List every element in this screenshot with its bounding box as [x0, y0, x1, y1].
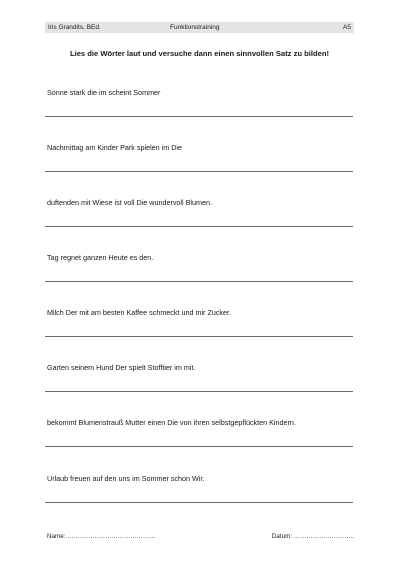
exercise-item — [47, 88, 354, 120]
answer-line — [45, 502, 353, 503]
answer-line — [45, 116, 353, 117]
page-header — [45, 22, 354, 33]
scrambled-sentence: Milch Der mit am besten Kaffee schmeckt und mir Zucker. — [47, 308, 232, 317]
exercise-item — [47, 308, 354, 340]
answer-line — [45, 391, 353, 392]
header-format: A5 — [343, 24, 351, 31]
scrambled-sentence: bekommt Blumenstrauß Mutter einen Die von ihren selbstgepflückten Kindern. — [47, 418, 296, 427]
header-subject: Funktionstraining — [170, 24, 220, 31]
answer-line — [45, 171, 353, 172]
exercise-item — [47, 418, 354, 450]
scrambled-sentence: Tag regnet ganzen Heute es den. — [47, 253, 154, 262]
exercise-item — [47, 474, 354, 506]
header-author: Iris Grandits, BEd. — [48, 24, 101, 31]
scrambled-sentence: Urlaub freuen auf den uns im Sommer schon Wir. — [47, 474, 205, 483]
exercise-item — [47, 253, 354, 285]
answer-line — [45, 226, 353, 227]
answer-line — [45, 336, 353, 337]
scrambled-sentence: Nachmittag am Kinder Park spielen im Die — [47, 143, 183, 152]
worksheet-title: Lies die Wörter laut und versuche dann einen sinnvollen Satz zu bilden! — [69, 49, 330, 58]
scrambled-sentence: Garten seinem Hund Der spielt Stofftier im mit. — [47, 363, 196, 372]
exercise-item — [47, 143, 354, 175]
answer-line — [45, 446, 353, 447]
page-footer — [47, 532, 354, 542]
exercise-item — [47, 363, 354, 395]
date-field: Datum: ……………………….. — [271, 533, 354, 540]
scrambled-sentence: Sonne stark die im scheint Sommer — [47, 88, 161, 97]
answer-line — [45, 281, 353, 282]
name-field: Name: …………………………………… — [47, 533, 156, 540]
exercise-item — [47, 198, 354, 230]
scrambled-sentence: duftenden mit Wiese ist voll Die wundervoll Blumen. — [47, 198, 212, 207]
